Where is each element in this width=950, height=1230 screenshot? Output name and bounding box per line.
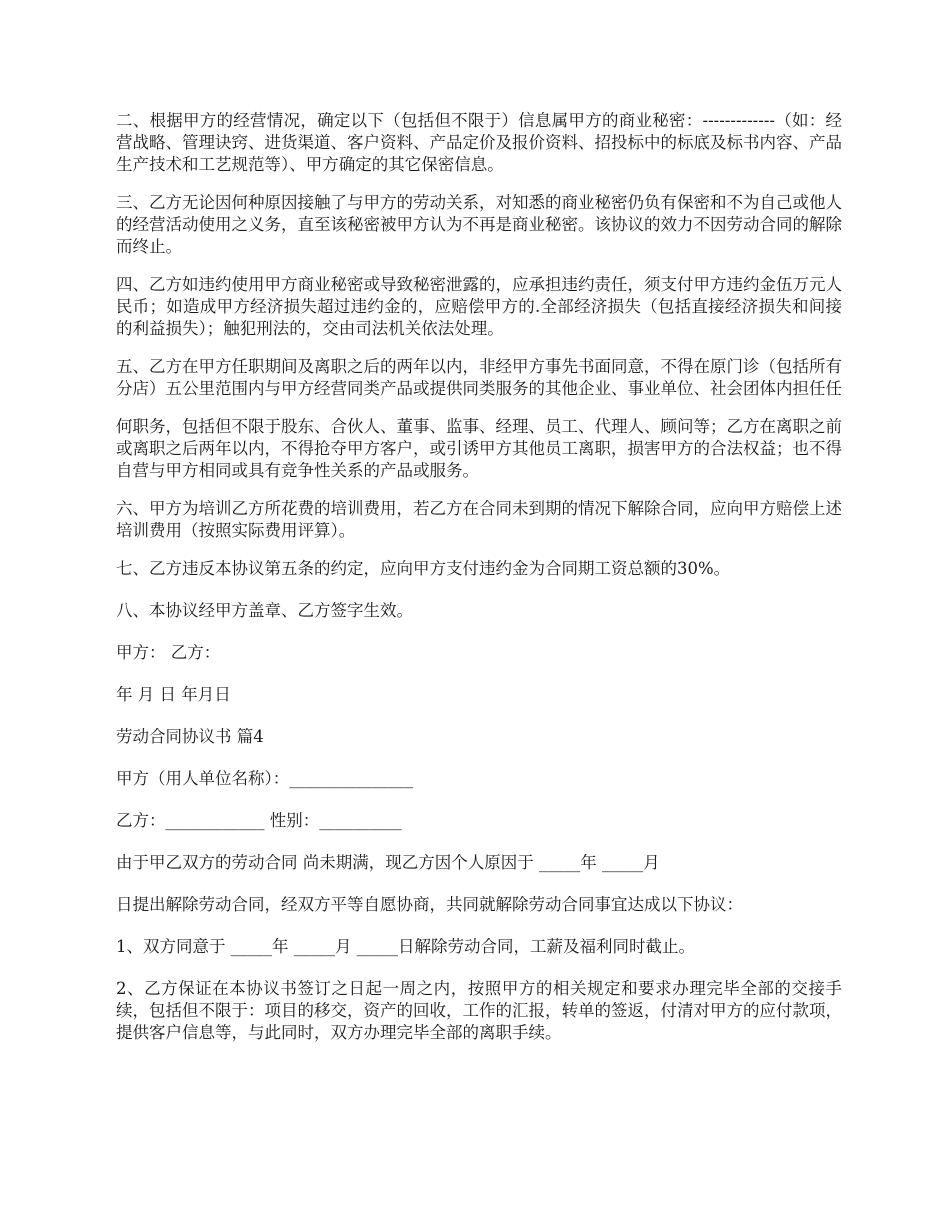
article-1-paragraph: 1、双方同意于 _____年 _____月 _____日解除劳动合同，工薪及福利同时截止。 xyxy=(116,937,695,956)
document-body xyxy=(116,110,842,1060)
section-heading: 劳动合同协议书 篇4 xyxy=(116,727,264,746)
clause-2-paragraph: 二、根据甲方的经营情况，确定以下（包括但不限于）信息属甲方的商业秘密：-------------（如：经营战略、管理诀窍、进货渠道、客户资料、产品定价及报价资料、招投标中的标底及标书内容、产品生产技术和工艺规范等）、甲方确定的其它保密信息。 xyxy=(116,111,842,174)
signature-date-line: 年 月 日 年月日 xyxy=(116,685,231,704)
clause-7-paragraph: 七、乙方违反本协议第五条的约定，应向甲方支付违约金为合同期工资总额的30%。 xyxy=(116,559,731,578)
article-2-paragraph: 2、乙方保证在本协议书签订之日起一周之内，按照甲方的相关规定和要求办理完毕全部的交接手续，包括但不限于：项目的移交，资产的回收，工作的汇报，转单的签返，付清对甲方的应付款项，提供客户信息等，与此同时，双方办理完毕全部的离职手续。 xyxy=(116,979,842,1042)
clause-6-paragraph: 六、甲方为培训乙方所花费的培训费用，若乙方在合同未到期的情况下解除合同，应向甲方赔偿上述培训费用（按照实际费用评算）。 xyxy=(116,499,842,540)
clause-4-paragraph: 四、乙方如违约使用甲方商业秘密或导致秘密泄露的，应承担违约责任，须支付甲方违约金伍万元人民币；如造成甲方经济损失超过违约金的，应赔偿甲方的.全部经济损失（包括直接经济损失和间接的利益损失）；触犯刑法的，交由司法机关依法处理。 xyxy=(116,275,842,338)
preamble-line-1: 由于甲乙双方的劳动合同 尚未期满，现乙方因个人原因于 _____年 _____月 xyxy=(116,853,660,872)
signature-parties-line: 甲方： 乙方： xyxy=(116,643,221,662)
preamble-line-2: 日提出解除劳动合同，经双方平等自愿协商，共同就解除劳动合同事宜达成以下协议： xyxy=(116,895,743,914)
clause-5-continued-paragraph: 何职务，包括但不限于股东、合伙人、董事、监事、经理、员工、代理人、顾问等；乙方在离职之前或离职之后两年以内，不得抢夺甲方客户，或引诱甲方其他员工离职，损害甲方的合法权益；也不得自营与甲方相同或具有竞争性关系的产品或服务。 xyxy=(116,417,842,480)
clause-5-paragraph: 五、乙方在甲方任职期间及离职之后的两年以内，非经甲方事先书面同意，不得在原门诊（包括所有分店）五公里范围内与甲方经营同类产品或提供同类服务的其他企业、事业单位、社会团体内担任任 xyxy=(116,357,842,398)
clause-8-paragraph: 八、本协议经甲方盖章、乙方签字生效。 xyxy=(116,601,413,620)
clause-3-paragraph: 三、乙方无论因何种原因接触了与甲方的劳动关系，对知悉的商业秘密仍负有保密和不为自己或他人的经营活动使用之义务，直至该秘密被甲方认为不再是商业秘密。该协议的效力不因劳动合同的解除而终止。 xyxy=(116,193,842,256)
party-a-line: 甲方（用人单位名称）：_______________ xyxy=(116,769,413,788)
party-b-line: 乙方：____________ 性别：__________ xyxy=(116,811,402,830)
